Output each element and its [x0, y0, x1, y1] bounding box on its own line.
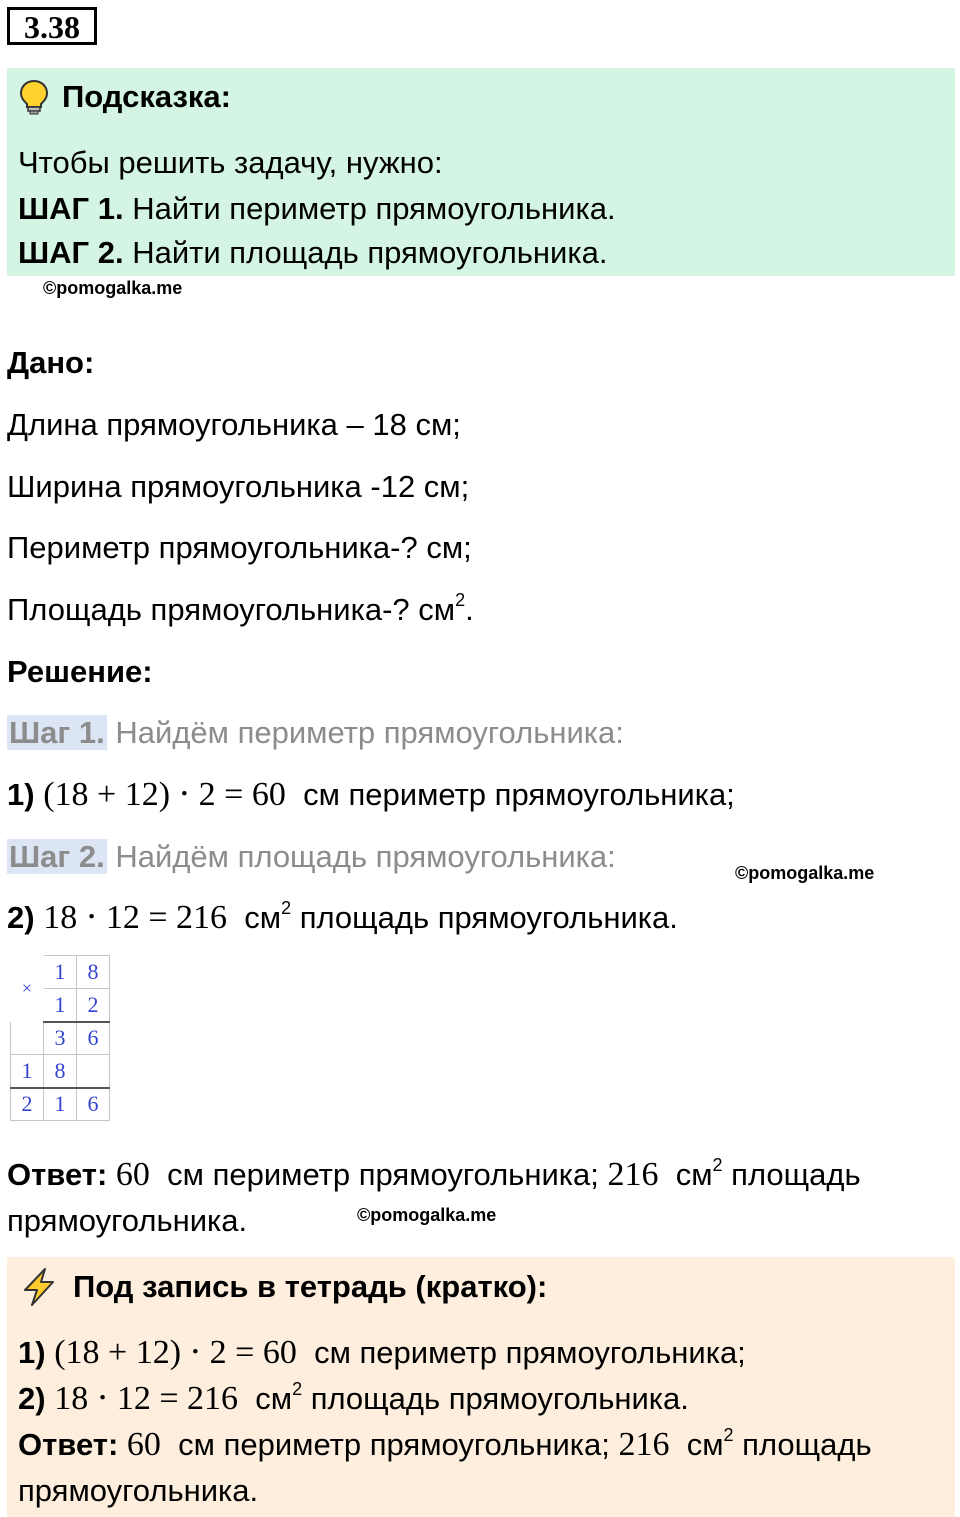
- answer-line-2: прямоугольника.: [7, 1203, 248, 1238]
- answer-line-1: Ответ: 60 см периметр прямоугольника; 216 $см^2$ площадь: [7, 1154, 861, 1193]
- given-title: Дано:: [7, 345, 95, 380]
- digit-cell: 2: [11, 1088, 44, 1121]
- digit-cell: 1: [44, 1088, 77, 1121]
- notebook-line-2: 2) 18 ⋅ 12 = 216 $см^2$ площадь прямоугольника.: [18, 1378, 689, 1417]
- digit-cell: 2: [77, 989, 110, 1022]
- digit-cell: 8: [44, 1055, 77, 1088]
- solution-title: Решение:: [7, 654, 153, 689]
- notebook-title: Под запись в тетрадь (кратко):: [73, 1269, 548, 1304]
- hint-box: [7, 68, 955, 276]
- notebook-answer-1: Ответ: 60 см периметр прямоугольника; 216 $см^2$ площадь: [18, 1424, 872, 1463]
- solution-line-1: 1) (18 + 12) ⋅ 2 = 60 см периметр прямоугольника;: [7, 776, 735, 813]
- hint-step-1: ШАГ 1. Найти периметр прямоугольника.: [18, 191, 616, 226]
- digit-cell: 8: [77, 956, 110, 989]
- digit-cell: 6: [77, 1088, 110, 1121]
- times-sign: ×: [21, 978, 33, 998]
- notebook-line-1: 1) (18 + 12) ⋅ 2 = 60 см периметр прямоугольника;: [18, 1334, 746, 1371]
- digit-cell: 6: [77, 1022, 110, 1055]
- digit-cell: [77, 1055, 110, 1088]
- hint-step-2: ШАГ 2. Найти площадь прямоугольника.: [18, 235, 608, 270]
- solution-step-2: Шаг 2. Найдём площадь прямоугольника:: [9, 839, 616, 874]
- digit-cell: 1: [11, 1055, 44, 1088]
- task-number: 3.38: [7, 7, 97, 45]
- given-perimeter: Периметр прямоугольника-? см;: [7, 530, 472, 565]
- watermark: ©pomogalka.me: [43, 278, 183, 298]
- given-length: Длина прямоугольника – 18 см;: [7, 407, 461, 442]
- digit-cell: 1: [44, 956, 77, 989]
- lightning-icon: [19, 1267, 59, 1307]
- notebook-answer-2: прямоугольника.: [18, 1473, 259, 1508]
- solution-step-1: Шаг 1. Найдём периметр прямоугольника:: [9, 715, 624, 750]
- column-multiplication: [10, 955, 110, 1121]
- digit-cell: 1: [44, 989, 77, 1022]
- solution-line-2: 2) 18 ⋅ 12 = 216 $см^2$ площадь прямоугольника.: [7, 897, 678, 936]
- given-area: Площадь прямоугольника-? $см^2$.: [7, 589, 474, 627]
- hint-title: Подсказка:: [62, 79, 231, 114]
- given-width: Ширина прямоугольника -12 см;: [7, 469, 470, 504]
- watermark: ©pomogalka.me: [357, 1205, 497, 1225]
- hint-intro: Чтобы решить задачу, нужно:: [18, 145, 443, 180]
- watermark: ©pomogalka.me: [735, 863, 875, 883]
- notebook-box: [7, 1257, 955, 1517]
- lightbulb-icon: [18, 79, 50, 115]
- digit-cell: [11, 1022, 44, 1055]
- digit-cell: 3: [44, 1022, 77, 1055]
